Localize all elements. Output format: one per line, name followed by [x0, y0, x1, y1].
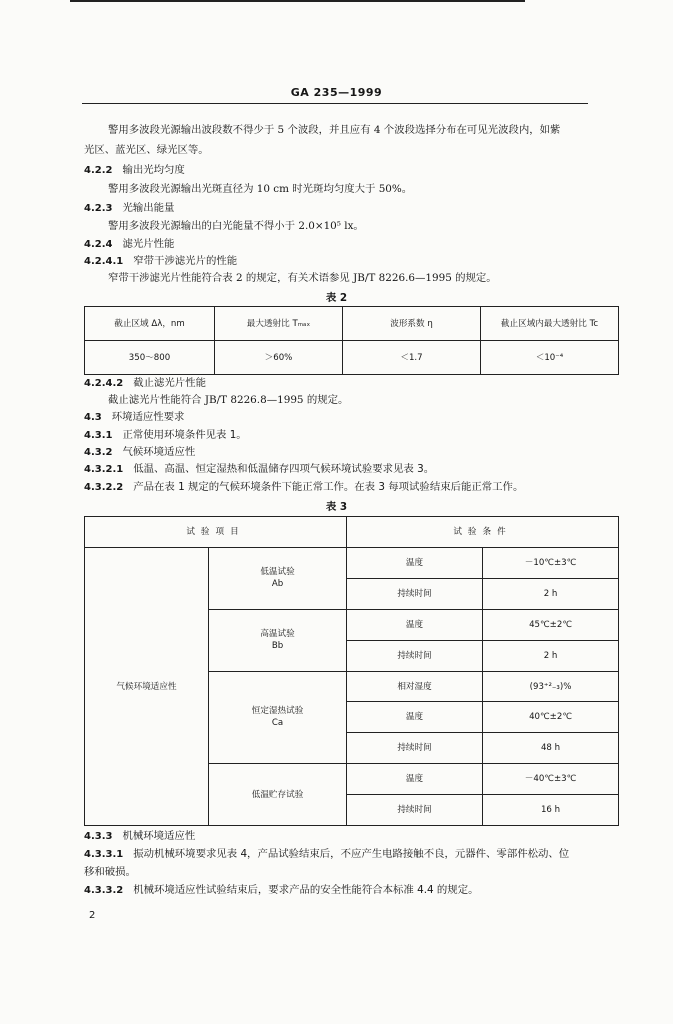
table-cell: ＜10⁻⁴: [481, 341, 619, 375]
section-number: 4.3: [84, 412, 102, 423]
section-title: 窄带干涉滤光片的性能: [133, 255, 238, 267]
table-cell: 2 h: [483, 640, 619, 671]
section-number: 4.2.4: [84, 239, 113, 250]
section-title: 光输出能量: [122, 202, 175, 214]
table-3: [84, 516, 619, 826]
paragraph-line: 光区、蓝光区、绿光区等。: [84, 144, 209, 156]
section-number: 4.3.1: [84, 430, 113, 441]
table-3-caption: 表 3: [325, 501, 348, 513]
section-number: 4.2.3: [84, 203, 113, 214]
section-4-3-3-2-heading: [84, 883, 478, 898]
section-4-3-2-2-heading: [84, 480, 523, 495]
table-header-cell: 波形系数 η: [343, 307, 481, 341]
section-4-3-2-heading: [84, 445, 195, 460]
test-name-cell: [209, 609, 347, 671]
table-2: [84, 306, 619, 375]
section-4-3-3-1-heading: [84, 847, 569, 862]
test-code: Ab: [271, 579, 284, 590]
section-title: 低温、高温、恒定湿热和低温储存四项气候环境试验要求见表 3。: [133, 463, 435, 475]
table-cell: 温度: [347, 764, 483, 795]
section-4-3-heading: [84, 410, 184, 425]
paragraph-line: 窄带干涉滤光片性能符合表 2 的规定，有关术语参见 JB/T 8226.6—1995 的规定。: [108, 272, 497, 284]
test-name: 低温试验: [260, 567, 295, 578]
section-title: 输出光均匀度: [122, 164, 185, 176]
section-title: 机械环境适应性试验结束后，要求产品的安全性能符合本标准 4.4 的规定。: [133, 884, 479, 896]
table-header-cell: 最大透射比 Tₘₐₓ: [215, 307, 343, 341]
table-cell: 温度: [347, 609, 483, 640]
table-header-cell: 截止区域 Δλ，nm: [85, 307, 215, 341]
section-title: 正常使用环境条件见表 1。: [122, 429, 247, 441]
test-name-cell: [209, 671, 347, 764]
section-number: 4.3.3.2: [84, 885, 124, 896]
table-group-cell: 气候环境适应性: [85, 548, 209, 826]
paragraph-line: 截止滤光片性能符合 JB/T 8226.8—1995 的规定。: [108, 394, 349, 406]
table-cell: 45℃±2℃: [483, 609, 619, 640]
test-code: Bb: [271, 641, 284, 652]
section-title: 产品在表 1 规定的气候环境条件下能正常工作。在表 3 每项试验结束后能正常工作。: [133, 481, 524, 493]
paragraph-line: 警用多波段光源输出的白光能量不得小于 2.0×10⁵ lx。: [108, 220, 364, 232]
table-cell: 16 h: [483, 795, 619, 826]
section-title: 气候环境适应性: [122, 446, 196, 458]
section-4-3-3-heading: [84, 829, 195, 844]
paragraph-line: 警用多波段光源输出光斑直径为 10 cm 时光斑均匀度大于 50%。: [108, 183, 413, 195]
table-cell: (93⁺²₋₃)%: [483, 671, 619, 702]
test-name-cell: [209, 764, 347, 826]
table-cell: 温度: [347, 548, 483, 579]
section-4-2-3-heading: [84, 201, 174, 216]
test-name-cell: [209, 548, 347, 610]
table-cell: 持续时间: [347, 733, 483, 764]
section-number: 4.2.2: [84, 165, 113, 176]
paragraph-line: 警用多波段光源输出波段数不得少于 5 个波段，并且应有 4 个波段选择分布在可见光波段内，如紫: [108, 124, 561, 136]
section-title: 振动机械环境要求见表 4，产品试验结束后，不应产生电路接触不良，元器件、零部件松动、位: [133, 848, 570, 860]
table-cell: －40℃±3℃: [483, 764, 619, 795]
test-name: 低温贮存试验: [251, 789, 304, 800]
section-4-3-2-1-heading: [84, 462, 434, 477]
section-title: 截止滤光片性能: [133, 377, 206, 389]
section-number: 4.3.2.2: [84, 482, 124, 493]
section-4-2-4-1-heading: [84, 254, 237, 269]
table-cell: ＜1.7: [343, 341, 481, 375]
test-code: Ca: [271, 718, 284, 729]
table-2-caption: 表 2: [325, 292, 348, 304]
table-cell: ＞60%: [215, 341, 343, 375]
section-title: 滤光片性能: [122, 238, 175, 250]
table-cell: 40℃±2℃: [483, 702, 619, 733]
page-number: 2: [89, 910, 96, 921]
table-cell: －10℃±3℃: [483, 548, 619, 579]
header-rule: [82, 103, 588, 104]
section-number: 4.2.4.2: [84, 378, 124, 389]
section-4-2-2-heading: [84, 163, 185, 178]
table-cell: 48 h: [483, 733, 619, 764]
section-number: 4.3.3: [84, 831, 113, 842]
table-cell: 持续时间: [347, 795, 483, 826]
section-4-2-4-2-heading: [84, 376, 206, 391]
paragraph-line: 移和破损。: [84, 866, 136, 878]
test-name: 高温试验: [260, 629, 295, 640]
section-number: 4.2.4.1: [84, 256, 124, 267]
section-number: 4.3.3.1: [84, 849, 124, 860]
table-header-cell: 试验项目: [85, 517, 347, 548]
top-rule: [70, 0, 525, 2]
table-cell: 350～800: [85, 341, 215, 375]
table-cell: 持续时间: [347, 640, 483, 671]
doc-code-header: GA 235—1999: [290, 86, 383, 99]
section-4-2-4-heading: [84, 237, 174, 252]
section-title: 环境适应性要求: [111, 411, 185, 423]
section-title: 机械环境适应性: [122, 830, 196, 842]
section-number: 4.3.2.1: [84, 464, 124, 475]
table-cell: 持续时间: [347, 578, 483, 609]
section-number: 4.3.2: [84, 447, 113, 458]
table-cell: 2 h: [483, 578, 619, 609]
table-header-cell: 截止区域内最大透射比 Tc: [481, 307, 619, 341]
section-4-3-1-heading: [84, 428, 247, 443]
test-name: 恒定湿热试验: [251, 706, 304, 717]
table-cell: 温度: [347, 702, 483, 733]
table-cell: 相对湿度: [347, 671, 483, 702]
table-header-cell: 试验条件: [347, 517, 619, 548]
